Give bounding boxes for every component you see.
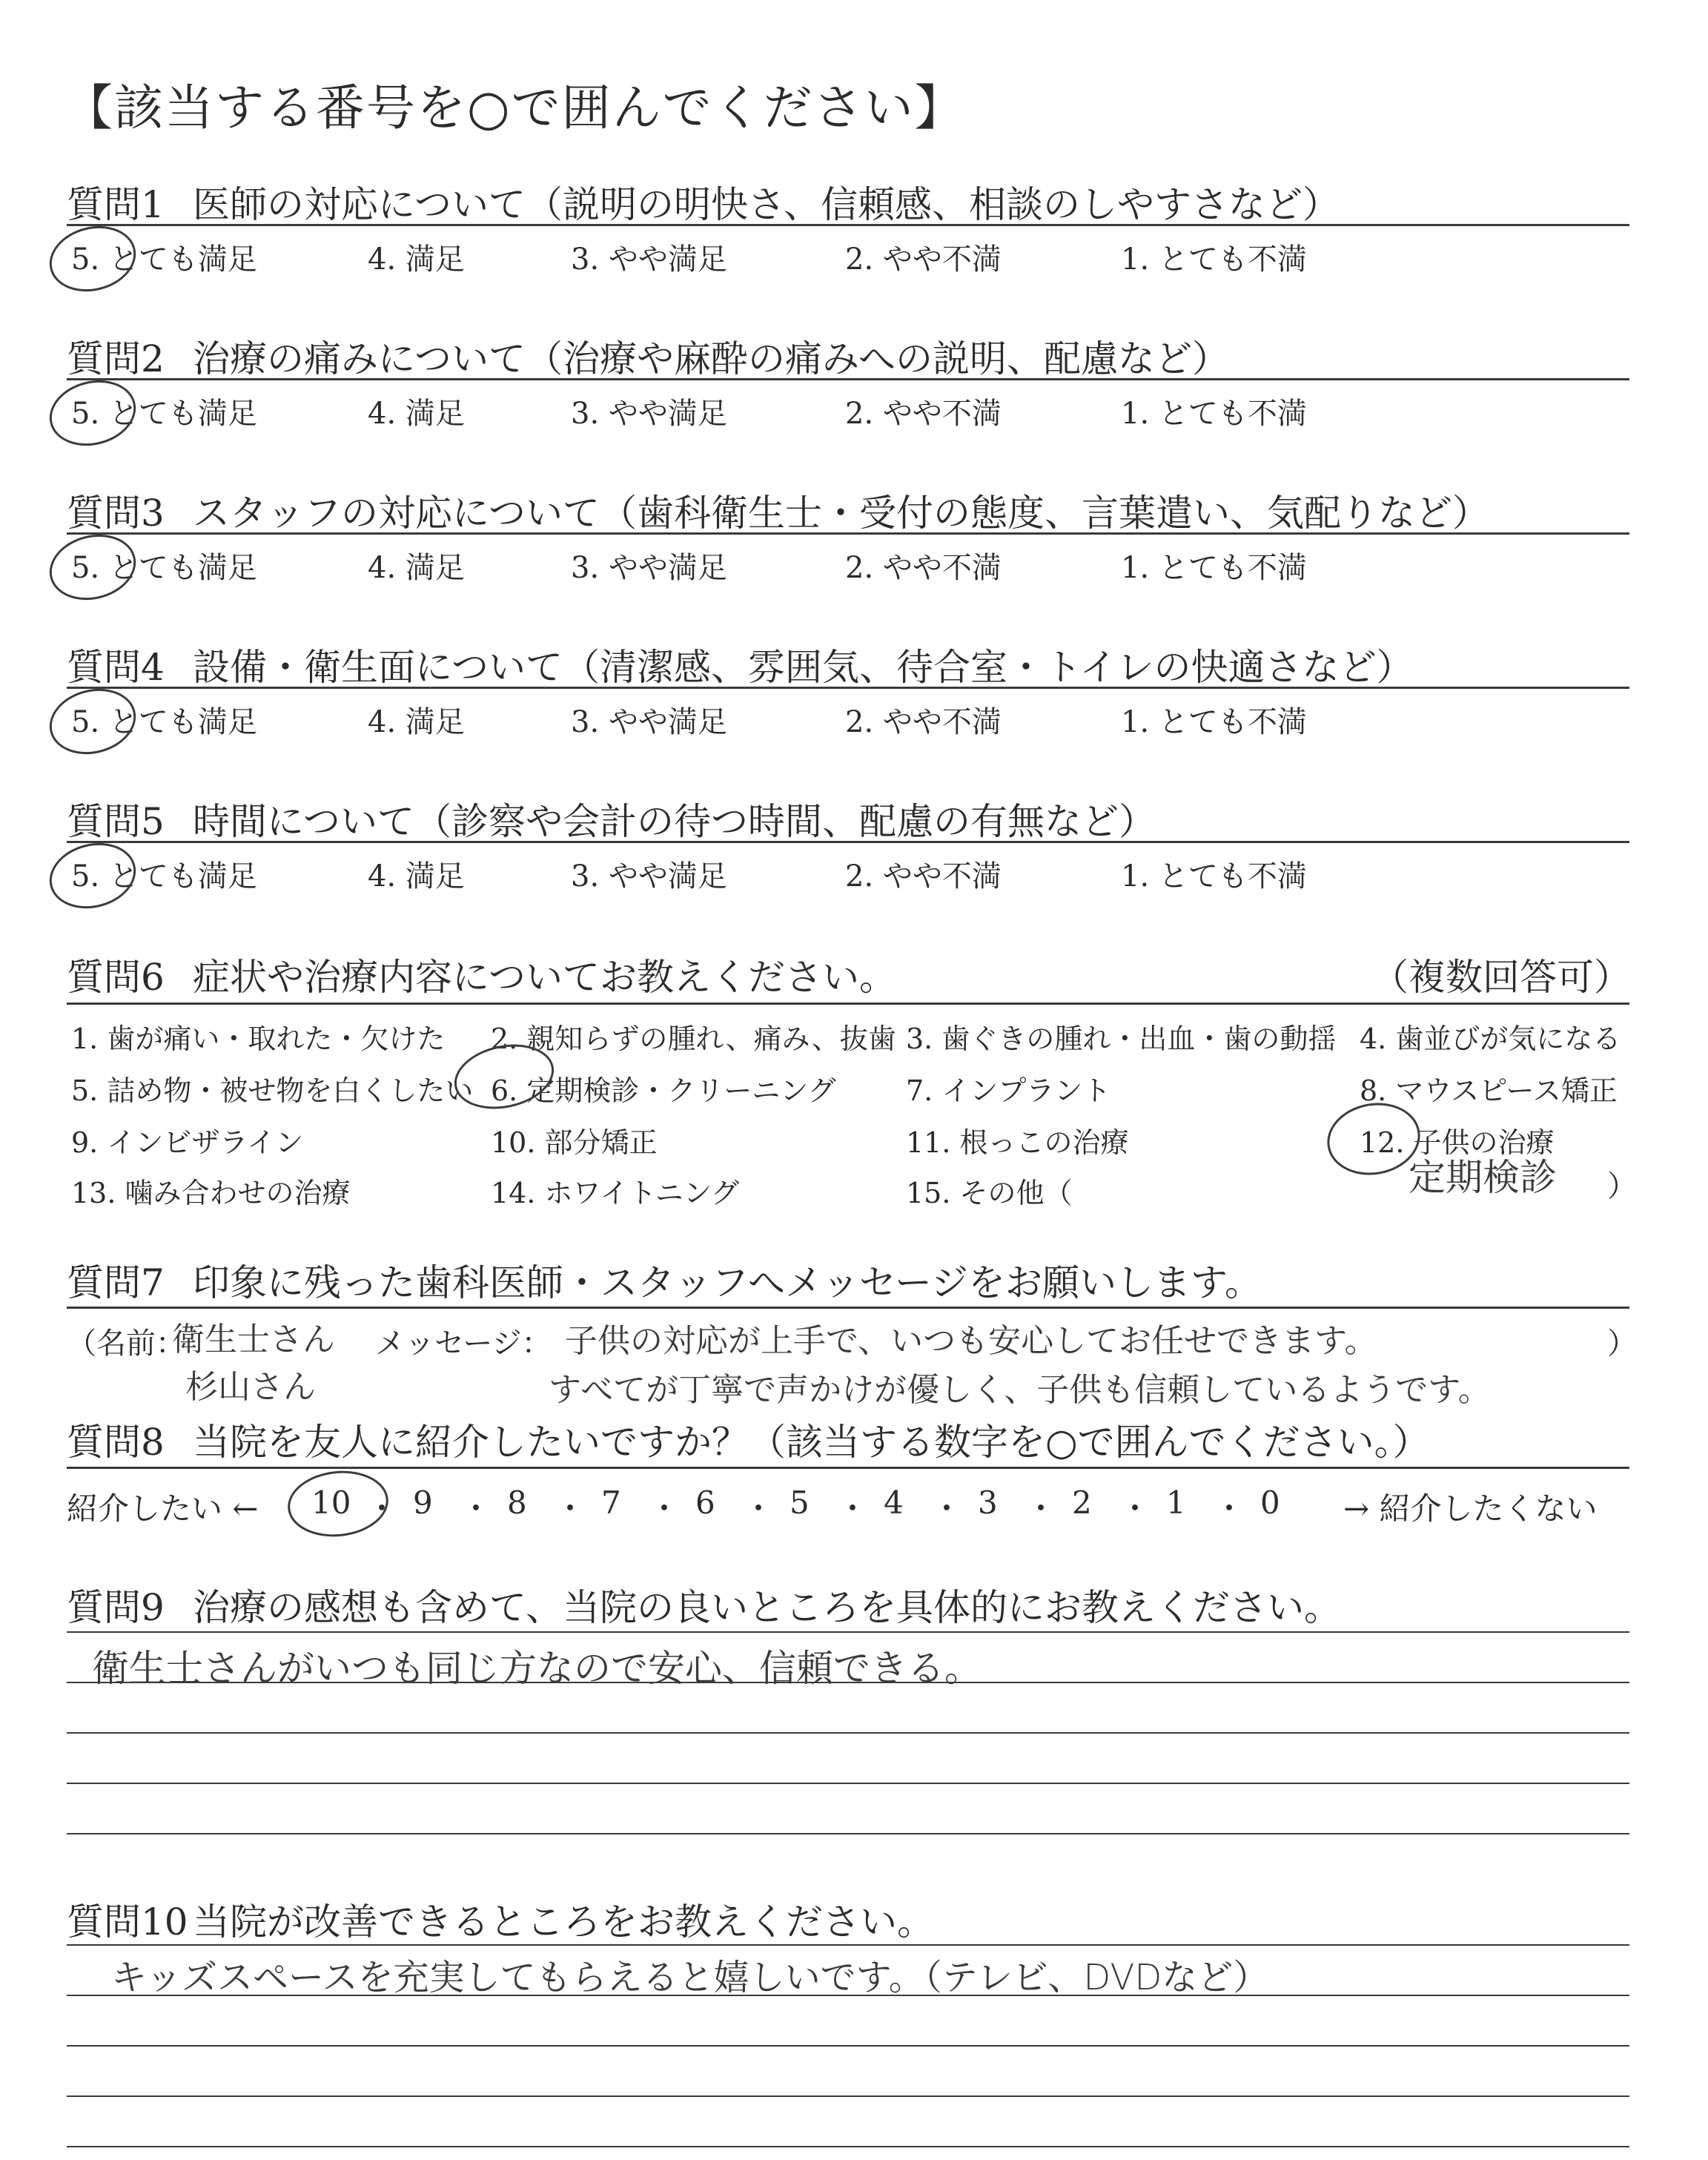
q5-option-2[interactable]: 2. やや不満 <box>845 859 1002 894</box>
q9-rule <box>67 1631 1629 1633</box>
q3-option-5[interactable]: 5. とても満足 <box>71 551 257 585</box>
q4-option-1[interactable]: 1. とても不満 <box>1121 705 1307 739</box>
q8-scale-10[interactable]: 10 <box>311 1484 351 1521</box>
q5-text: 時間について（診察や会計の待つ時間、配慮の有無など） <box>193 800 1156 843</box>
q1-selected-circle <box>42 217 142 300</box>
q8-scale-separator: ・ <box>837 1490 869 1527</box>
q8-scale-4[interactable]: 4 <box>884 1484 904 1521</box>
q8-scale-3[interactable]: 3 <box>978 1484 998 1521</box>
q8-scale-separator: ・ <box>555 1490 586 1527</box>
q10-heading <box>67 1892 934 1946</box>
q8-scale-8[interactable]: 8 <box>507 1484 527 1521</box>
q8-text: 当院を友人に紹介したいですか？（該当する数字を○で囲んでください。） <box>193 1421 1430 1464</box>
q4-rule <box>67 687 1629 689</box>
q3-option-1[interactable]: 1. とても不満 <box>1121 551 1307 585</box>
q7-message-line1: 子供の対応が上手で、いつも安心してお任せできます。 <box>565 1322 1377 1360</box>
q6-option-3[interactable]: 3. 歯ぐきの腫れ・出血・歯の動揺 <box>906 1023 1337 1055</box>
q8-scale-2[interactable]: 2 <box>1072 1484 1092 1521</box>
q1-rule <box>67 224 1629 226</box>
q8-scale-9[interactable]: 9 <box>413 1484 433 1521</box>
q5-heading <box>67 792 1156 845</box>
q8-scale-1[interactable]: 1 <box>1166 1484 1186 1521</box>
q8-scale-5[interactable]: 5 <box>790 1484 810 1521</box>
q5-option-4[interactable]: 4. 満足 <box>368 859 465 894</box>
q10-line-4 <box>67 2146 1629 2147</box>
q4-text: 設備・衛生面について（清潔感、雰囲気、待合室・トイレの快適さなど） <box>193 646 1414 689</box>
q6-option-7[interactable]: 7. インプラント <box>906 1074 1111 1107</box>
q8-scale-separator: ・ <box>931 1490 963 1527</box>
q5-option-3[interactable]: 3. やや満足 <box>571 859 727 894</box>
q8-circle-10 <box>285 1466 391 1542</box>
q6-note: （複数回答可） <box>1371 956 1631 999</box>
q6-handwritten-note: 定期検診 <box>1409 1156 1557 1199</box>
q3-text: スタッフの対応について（歯科衛生士・受付の態度、言葉遣い、気配りなど） <box>193 492 1489 535</box>
q6-option-9[interactable]: 9. インビザライン <box>71 1126 304 1159</box>
q8-heading <box>67 1413 1430 1466</box>
q7-message-line2: すべてが丁寧で声かけが優しく、子供も信頼しているようです。 <box>549 1371 1491 1409</box>
q7-rule <box>67 1307 1629 1309</box>
q9-answer: 衛生士さんがいつも同じ方なので安心、信頼できる。 <box>92 1647 982 1690</box>
q7-heading <box>67 1253 1262 1307</box>
q2-option-5[interactable]: 5. とても満足 <box>71 397 257 431</box>
q10-number: 質問10 <box>67 1900 188 1943</box>
q10-line-3 <box>67 2095 1629 2097</box>
q3-option-2[interactable]: 2. やや不満 <box>845 551 1002 585</box>
q9-text: 治療の感想も含めて、当院の良いところを具体的にお教えください。 <box>193 1586 1341 1629</box>
q2-number: 質問2 <box>67 337 165 380</box>
q5-number: 質問5 <box>67 800 165 843</box>
q2-option-1[interactable]: 1. とても不満 <box>1121 397 1307 431</box>
q8-scale-separator: ・ <box>1119 1490 1151 1527</box>
q9-line-3 <box>67 1783 1629 1784</box>
q4-selected-circle <box>42 680 142 763</box>
q6-heading <box>67 948 896 1001</box>
q4-option-2[interactable]: 2. やや不満 <box>845 705 1002 739</box>
q1-number: 質問1 <box>67 183 165 226</box>
q6-option-1[interactable]: 1. 歯が痛い・取れた・欠けた <box>71 1023 446 1055</box>
q1-option-5[interactable]: 5. とても満足 <box>71 242 257 277</box>
q8-scale-separator: ・ <box>743 1490 775 1527</box>
q7-text: 印象に残った歯科医師・スタッフへメッセージをお願いします。 <box>193 1261 1262 1304</box>
q10-text: 当院が改善できるところをお教えください。 <box>193 1900 934 1943</box>
q9-line-1 <box>67 1682 1629 1683</box>
q4-heading <box>67 638 1414 691</box>
q10-rule <box>67 1944 1629 1946</box>
q2-rule <box>67 378 1629 380</box>
q6-option-6[interactable]: 6. 定期検診・クリーニング <box>491 1074 836 1107</box>
q9-line-2 <box>67 1732 1629 1734</box>
q10-line-2 <box>67 2045 1629 2047</box>
q8-scale-0[interactable]: 0 <box>1260 1484 1280 1521</box>
q7-message-label: メッセージ： <box>375 1327 552 1361</box>
q8-scale-separator: ・ <box>1025 1490 1057 1527</box>
q1-option-2[interactable]: 2. やや不満 <box>845 242 1002 277</box>
q9-heading <box>67 1578 1341 1631</box>
q6-option-5[interactable]: 5. 詰め物・被せ物を白くしたい <box>71 1074 474 1107</box>
q8-scale-separator: ・ <box>460 1490 492 1527</box>
q7-name-label: （名前： <box>67 1327 185 1361</box>
q2-option-4[interactable]: 4. 満足 <box>368 397 465 431</box>
q7-number: 質問7 <box>67 1261 165 1304</box>
q8-scale-separator: ・ <box>1214 1490 1245 1527</box>
q10-answer: キッズスペースを充実してもらえると嬉しいです。（テレビ、DVDなど） <box>111 1957 1269 1998</box>
q4-number: 質問4 <box>67 646 165 689</box>
q1-option-4[interactable]: 4. 満足 <box>368 242 465 277</box>
q6-number: 質問6 <box>67 956 165 999</box>
q2-option-3[interactable]: 3. やや満足 <box>571 397 727 431</box>
q6-option-10[interactable]: 10. 部分矯正 <box>491 1126 658 1159</box>
q5-option-1[interactable]: 1. とても不満 <box>1121 859 1307 894</box>
q8-scale-separator: ・ <box>366 1490 398 1527</box>
q6-option-15[interactable]: 15. その他（ <box>906 1177 1073 1209</box>
q8-scale-separator: ・ <box>649 1490 681 1527</box>
q7-close: ） <box>1607 1327 1637 1361</box>
q4-option-5[interactable]: 5. とても満足 <box>71 705 257 739</box>
q1-heading <box>67 175 1340 228</box>
q8-rule <box>67 1467 1629 1469</box>
q8-scale-6[interactable]: 6 <box>695 1484 715 1521</box>
q8-number: 質問8 <box>67 1421 165 1464</box>
q2-option-2[interactable]: 2. やや不満 <box>845 397 1002 431</box>
q6-option-14[interactable]: 14. ホワイトニング <box>491 1177 740 1209</box>
q5-option-5[interactable]: 5. とても満足 <box>71 859 257 894</box>
q9-number: 質問9 <box>67 1586 165 1629</box>
q7-name-line1: 衛生士さん <box>172 1321 335 1358</box>
q3-number: 質問3 <box>67 492 165 535</box>
q6-option-12[interactable]: 12. 子供の治療 <box>1360 1126 1555 1159</box>
q3-selected-circle <box>42 526 142 609</box>
q8-scale-7[interactable]: 7 <box>601 1484 621 1521</box>
q4-option-4[interactable]: 4. 満足 <box>368 705 465 739</box>
q3-rule <box>67 532 1629 535</box>
q10-line-1 <box>67 1995 1629 1996</box>
q3-option-3[interactable]: 3. やや満足 <box>571 551 727 585</box>
q8-left-label: 紹介したい ← <box>67 1490 259 1527</box>
q6-option-8[interactable]: 8. マウスピース矯正 <box>1360 1074 1618 1107</box>
q7-name-line2: 杉山さん <box>185 1368 316 1406</box>
q3-heading <box>67 483 1489 537</box>
q6-other-close: ） <box>1607 1169 1637 1203</box>
q2-selected-circle <box>42 371 142 455</box>
q6-option-11[interactable]: 11. 根っこの治療 <box>906 1126 1129 1159</box>
q6-option-4[interactable]: 4. 歯並びが気になる <box>1360 1023 1621 1055</box>
q6-option-13[interactable]: 13. 噛み合わせの治療 <box>71 1177 351 1209</box>
q6-rule <box>67 1003 1629 1005</box>
page-title: 【該当する番号を○で囲んでください】 <box>64 79 965 136</box>
q1-option-1[interactable]: 1. とても不満 <box>1121 242 1307 277</box>
q5-rule <box>67 841 1629 843</box>
q3-option-4[interactable]: 4. 満足 <box>368 551 465 585</box>
q1-option-3[interactable]: 3. やや満足 <box>571 242 727 277</box>
q4-option-3[interactable]: 3. やや満足 <box>571 705 727 739</box>
q5-selected-circle <box>42 834 142 917</box>
q1-text: 医師の対応について（説明の明快さ、信頼感、相談のしやすさなど） <box>193 183 1340 226</box>
q2-text: 治療の痛みについて（治療や麻酔の痛みへの説明、配慮など） <box>193 337 1229 380</box>
q2-heading <box>67 329 1229 383</box>
q9-line-4 <box>67 1833 1629 1834</box>
q6-text: 症状や治療内容についてお教えください。 <box>193 956 896 999</box>
q6-option-2[interactable]: 2. 親知らずの腫れ、痛み、抜歯 <box>491 1023 896 1055</box>
q8-right-label: → 紹介したくない <box>1343 1490 1598 1527</box>
